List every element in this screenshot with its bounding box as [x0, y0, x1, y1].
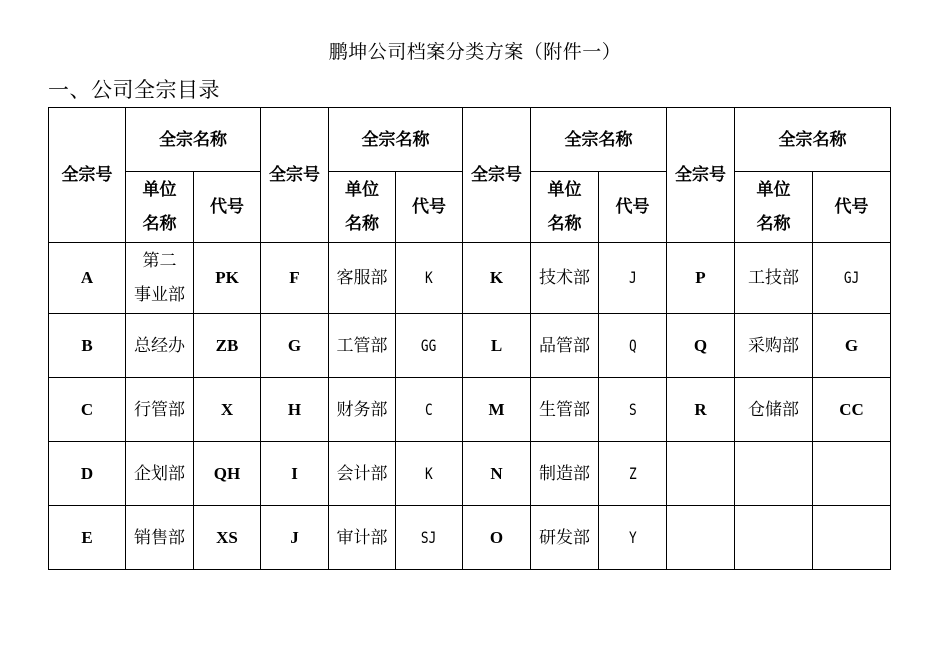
header-group-number: 全宗号: [261, 108, 329, 243]
unit-name-cell: 工管部: [329, 314, 396, 378]
archive-table: [48, 107, 891, 570]
code-cell: Z: [599, 442, 667, 506]
header-group-name: 全宗名称: [329, 108, 463, 172]
unit-name-cell: 总经办: [126, 314, 194, 378]
unit-name-cell: 制造部: [531, 442, 599, 506]
unit-name-cell: 销售部: [126, 506, 194, 570]
group-number-cell: Q: [667, 314, 735, 378]
group-number-cell: R: [667, 378, 735, 442]
empty-cell: [813, 506, 891, 570]
table-row: [49, 243, 891, 314]
section-heading: 一、公司全宗目录: [48, 78, 220, 102]
code-cell: GJ: [813, 243, 891, 314]
code-cell: K: [396, 243, 463, 314]
header-group-name: 全宗名称: [531, 108, 667, 172]
code-cell: XS: [194, 506, 261, 570]
header-unit-name: 单位 名称: [329, 172, 396, 243]
unit-name-cell: 技术部: [531, 243, 599, 314]
code-cell: CC: [813, 378, 891, 442]
empty-cell: [667, 506, 735, 570]
code-cell: SJ: [396, 506, 463, 570]
group-number-cell: D: [49, 442, 126, 506]
header-group-name: 全宗名称: [735, 108, 891, 172]
empty-cell: [735, 506, 813, 570]
group-number-cell: P: [667, 243, 735, 314]
header-row-1: [49, 108, 891, 172]
unit-name-cell: 企划部: [126, 442, 194, 506]
empty-cell: [667, 442, 735, 506]
group-number-cell: K: [463, 243, 531, 314]
header-group-number: 全宗号: [667, 108, 735, 243]
table-row: [49, 506, 891, 570]
code-cell: GG: [396, 314, 463, 378]
group-number-cell: F: [261, 243, 329, 314]
unit-name-cell: 会计部: [329, 442, 396, 506]
unit-name-cell: 工技部: [735, 243, 813, 314]
unit-name-cell: 第二 事业部: [126, 243, 194, 314]
code-cell: J: [599, 243, 667, 314]
header-group-number: 全宗号: [49, 108, 126, 243]
table-row: [49, 442, 891, 506]
code-cell: Y: [599, 506, 667, 570]
header-unit-name: 单位 名称: [735, 172, 813, 243]
group-number-cell: N: [463, 442, 531, 506]
group-number-cell: B: [49, 314, 126, 378]
header-group-number: 全宗号: [463, 108, 531, 243]
header-group-name: 全宗名称: [126, 108, 261, 172]
header-unit-name: 单位 名称: [531, 172, 599, 243]
table-row: [49, 378, 891, 442]
header-code: 代号: [396, 172, 463, 243]
code-cell: ZB: [194, 314, 261, 378]
code-cell: X: [194, 378, 261, 442]
unit-name-cell: 仓储部: [735, 378, 813, 442]
unit-name-cell: 研发部: [531, 506, 599, 570]
unit-name-cell: 行管部: [126, 378, 194, 442]
group-number-cell: L: [463, 314, 531, 378]
unit-name-cell: 财务部: [329, 378, 396, 442]
code-cell: Q: [599, 314, 667, 378]
header-unit-name: 单位 名称: [126, 172, 194, 243]
group-number-cell: H: [261, 378, 329, 442]
unit-name-cell: 品管部: [531, 314, 599, 378]
group-number-cell: I: [261, 442, 329, 506]
header-code: 代号: [599, 172, 667, 243]
document-title: 鹏坤公司档案分类方案（附件一）: [328, 41, 622, 63]
code-cell: PK: [194, 243, 261, 314]
group-number-cell: M: [463, 378, 531, 442]
code-cell: QH: [194, 442, 261, 506]
unit-name-cell: 客服部: [329, 243, 396, 314]
unit-name-cell: 审计部: [329, 506, 396, 570]
empty-cell: [813, 442, 891, 506]
group-number-cell: G: [261, 314, 329, 378]
code-cell: C: [396, 378, 463, 442]
header-code: 代号: [194, 172, 261, 243]
header-code: 代号: [813, 172, 891, 243]
group-number-cell: J: [261, 506, 329, 570]
group-number-cell: O: [463, 506, 531, 570]
group-number-cell: A: [49, 243, 126, 314]
group-number-cell: C: [49, 378, 126, 442]
code-cell: S: [599, 378, 667, 442]
table-row: [49, 314, 891, 378]
code-cell: K: [396, 442, 463, 506]
unit-name-cell: 采购部: [735, 314, 813, 378]
code-cell: G: [813, 314, 891, 378]
group-number-cell: E: [49, 506, 126, 570]
empty-cell: [735, 442, 813, 506]
unit-name-cell: 生管部: [531, 378, 599, 442]
